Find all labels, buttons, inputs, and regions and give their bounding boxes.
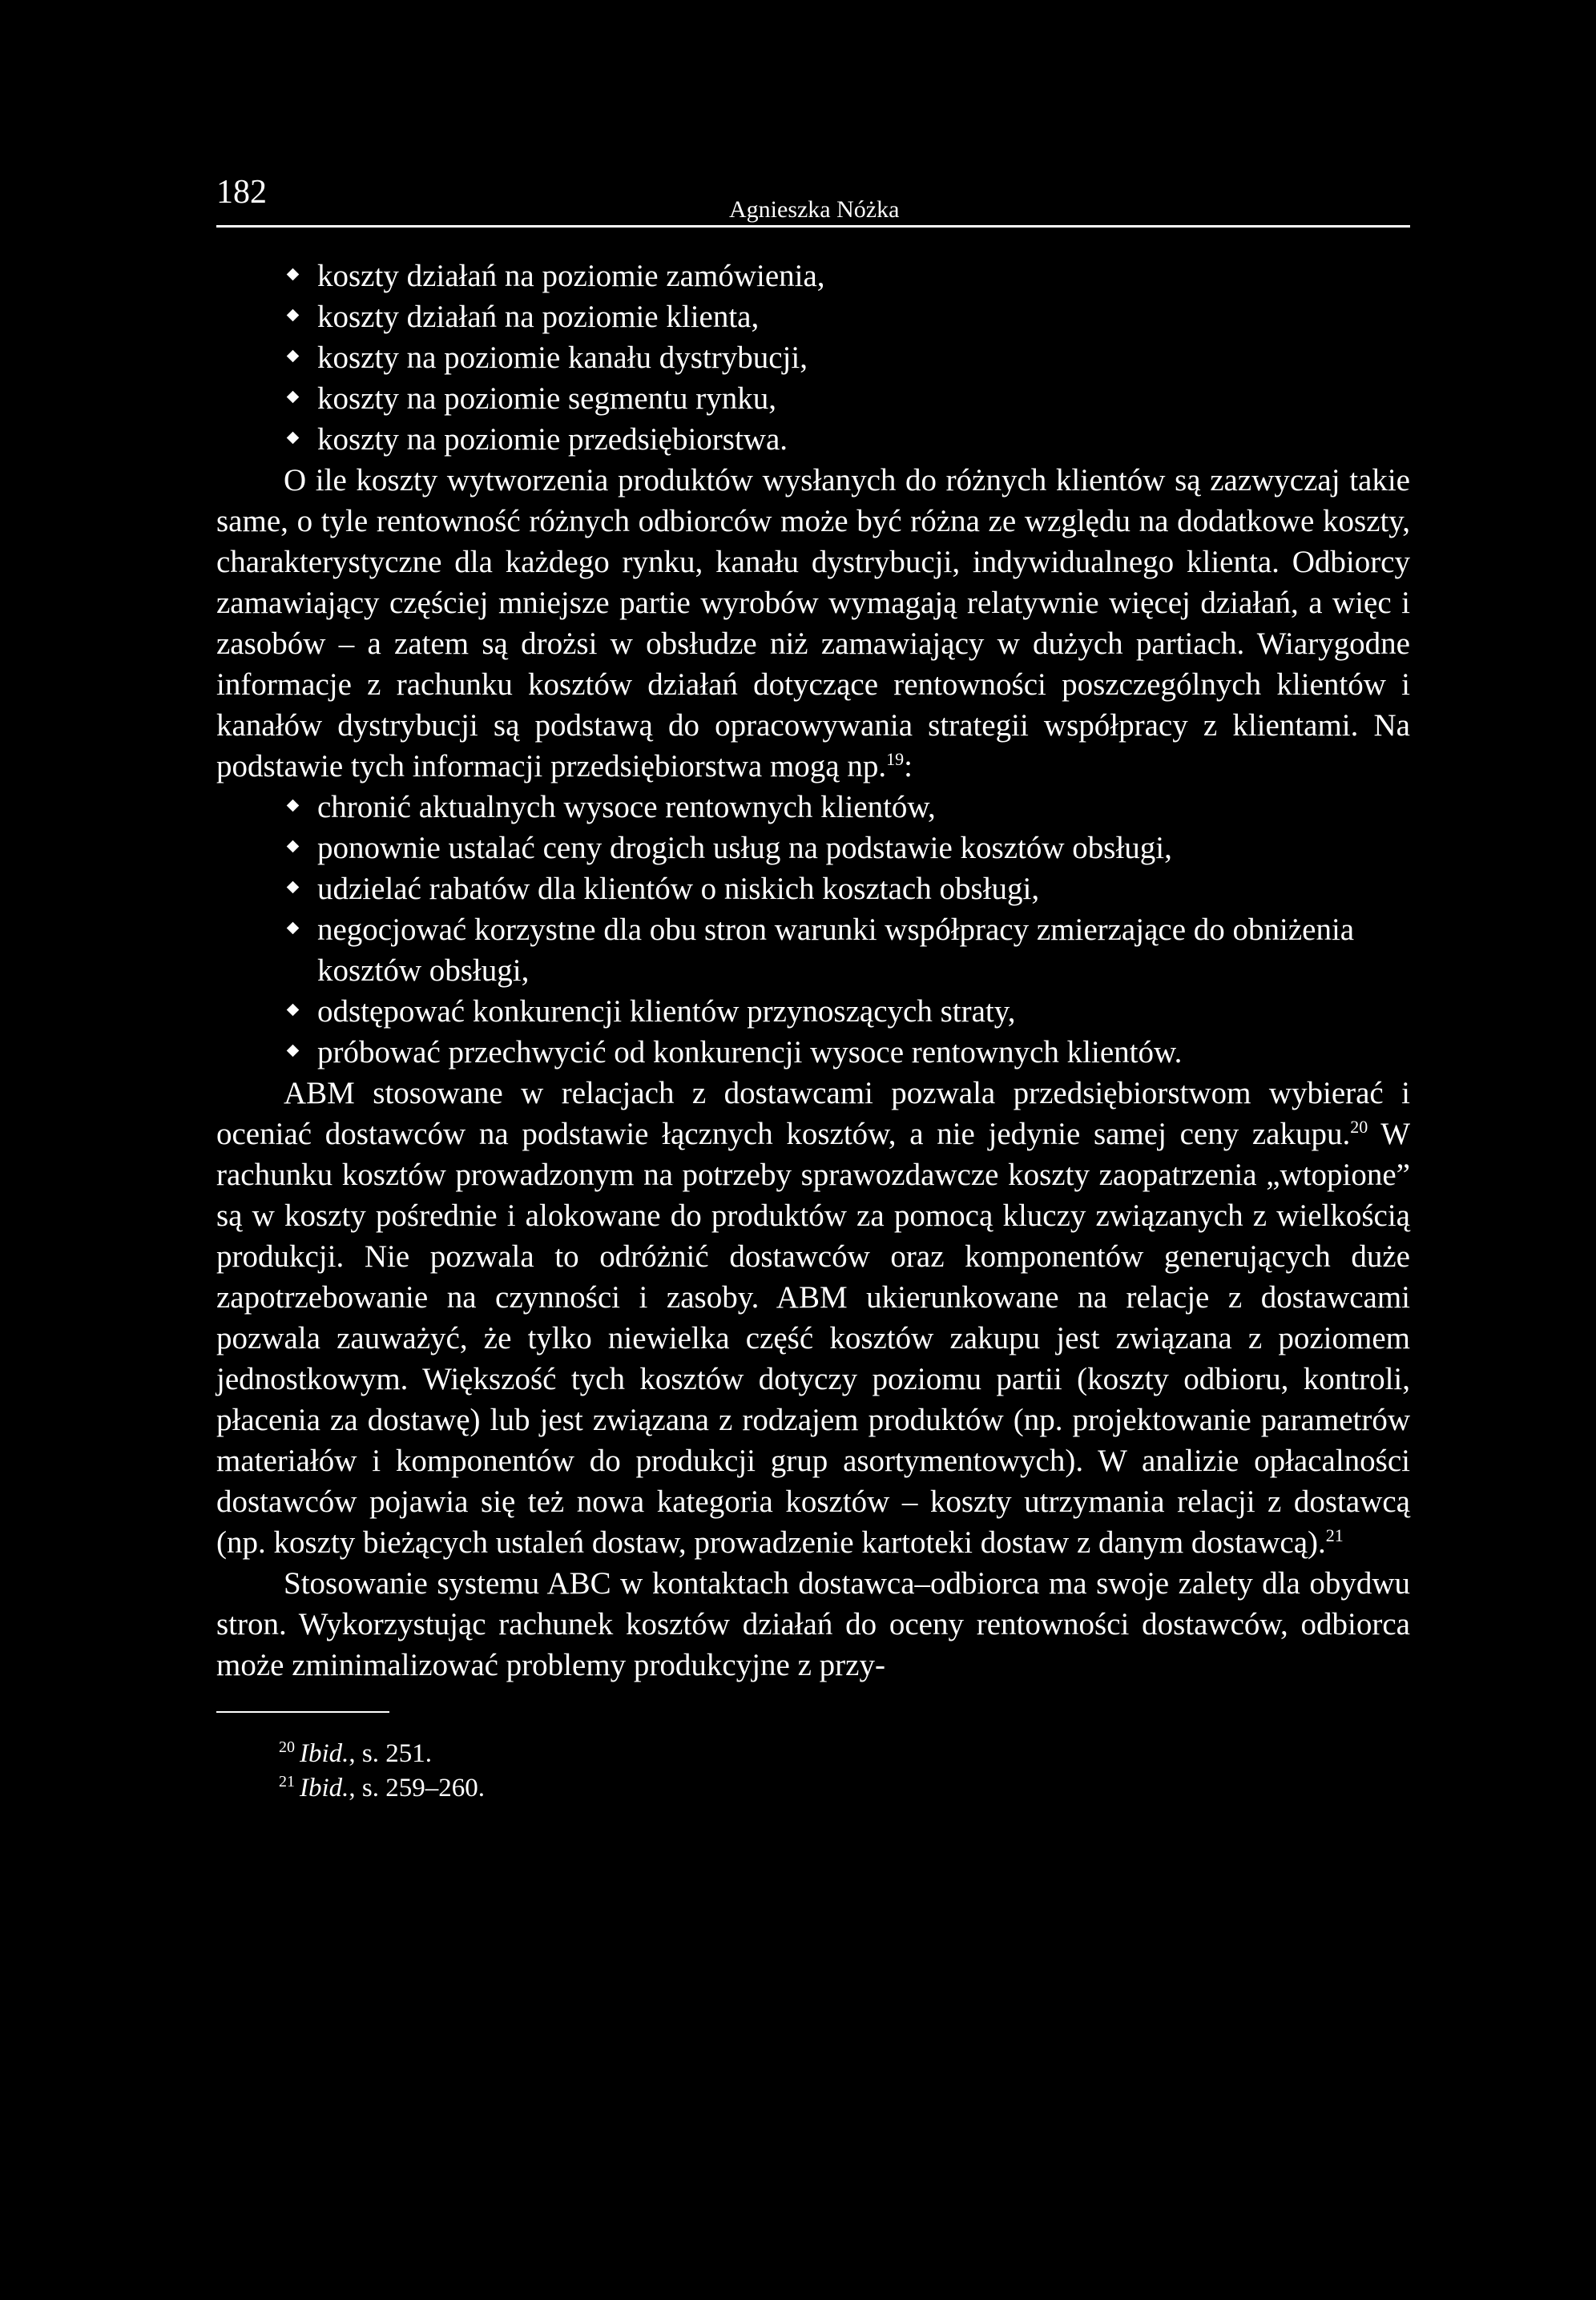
list-item: udzielać rabatów dla klientów o niskich kosztach obsługi,: [216, 868, 1410, 909]
page-header: [216, 172, 1410, 228]
list-item: chronić aktualnych wysoce rentownych klientów,: [216, 787, 1410, 828]
body-text: [216, 256, 1410, 1686]
footnotes: [216, 1737, 1410, 1806]
diamond-bullet-icon: [287, 840, 300, 853]
list-item: koszty na poziomie przedsiębiorstwa.: [216, 419, 1410, 460]
footnote-ref-19: 19: [886, 749, 905, 769]
list-item: ponownie ustalać ceny drogich usług na podstawie kosztów obsługi,: [216, 828, 1410, 868]
list-item: koszty na poziomie segmentu rynku,: [216, 378, 1410, 419]
bullet-list-strategies: [216, 787, 1410, 1073]
list-item: odstępować konkurencji klientów przynoszących straty,: [216, 991, 1410, 1032]
paragraph-customer-profitability: O ile koszty wytworzenia produktów wysłanych do różnych klientów są zazwyczaj takie same, o tyle rentowność różnych odbiorców może być różna ze względu na dodatkowe koszty, charakterystyczne dla każdego rynku, kanału dystrybucji, indywidualnego klienta. Odbiorcy zamawiający częściej mniejsze partie wyrobów wymagają relatywnie więcej działań, a więc i zasobów – a zatem są drożsi w obsłudze niż zamawiający w dużych partiach. Wiarygodne informacje z rachunku kosztów działań dotyczące rentowności poszczególnych klientów i kanałów dystrybucji są podstawą do opracowywania strategii współpracy z klientami. Na podstawie tych informacji przedsiębiorstwa mogą np.$^{19}$:: [216, 463, 1410, 783]
diamond-bullet-icon: [287, 432, 300, 445]
list-item: negocjować korzystne dla obu stron warunki współpracy zmierzające do obniżenia kosztów obsługi,: [216, 909, 1410, 991]
diamond-bullet-icon: [287, 268, 300, 281]
footnote-20: $^{20}$ Ibid., s. 251.: [279, 1738, 433, 1768]
diamond-bullet-icon: [287, 922, 300, 935]
footnote-ref-20: 20: [1350, 1117, 1368, 1137]
list-item: koszty na poziomie kanału dystrybucji,: [216, 337, 1410, 378]
document-page: [216, 172, 1410, 1806]
diamond-bullet-icon: [287, 800, 300, 812]
paragraph-abc-supplier-buyer: Stosowanie systemu ABC w kontaktach dostawca–odbiorca ma swoje zalety dla obydwu stron. Wykorzystując rachunek kosztów działań do oceny rentowności dostawców, odbiorca może zminimalizować problemy produkcyjne z przy-: [216, 1566, 1410, 1682]
page-number: 182: [216, 174, 267, 211]
bullet-list-cost-levels: [216, 256, 1410, 460]
diamond-bullet-icon: [287, 309, 300, 322]
diamond-bullet-icon: [287, 881, 300, 894]
list-item: próbować przechwycić od konkurencji wysoce rentownych klientów.: [216, 1032, 1410, 1073]
paragraph-abm-suppliers: ABM stosowane w relacjach z dostawcami pozwala przedsiębiorstwom wybierać i oceniać dostawców na podstawie łącznych kosztów, a nie jedynie samej ceny zakupu.$^{20}$ W rachunku kosztów prowadzonym na potrzeby sprawozdawcze koszty zaopatrzenia „wtopione” są w koszty pośrednie i alokowane do produktów za pomocą kluczy związanych z wielkością produkcji. Nie pozwala to odróżnić dostawców oraz komponentów generujących duże zapotrzebowanie na czynności i zasoby. ABM ukierunkowane na relacje z dostawcami pozwala zauważyć, że tylko niewielka część kosztów zakupu jest związana z poziomem jednostkowym. Większość tych kosztów dotyczy poziomu partii (koszty odbioru, kontroli, płacenia za dostawę) lub jest związana z rodzajem produktów (np. projektowanie parametrów materiałów i komponentów do produkcji grup asortymentowych). W analizie opłacalności dostawców pojawia się też nowa kategoria kosztów – koszty utrzymania relacji z dostawcą (np. koszty bieżących ustaleń dostaw, prowadzenie kartoteki dostaw z danym dostawcą).$^{21}$: [216, 1076, 1410, 1560]
footnote-21: $^{21}$ Ibid., s. 259–260.: [279, 1773, 486, 1803]
footnote-separator: [216, 1711, 389, 1713]
diamond-bullet-icon: [287, 391, 300, 404]
diamond-bullet-icon: [287, 1004, 300, 1017]
diamond-bullet-icon: [287, 1045, 300, 1057]
diamond-bullet-icon: [287, 350, 300, 363]
footnote-ref-21: 21: [1325, 1525, 1344, 1545]
running-head-author: Agnieszka Nóżka: [729, 196, 900, 223]
list-item: koszty działań na poziomie klienta,: [216, 296, 1410, 337]
list-item: koszty działań na poziomie zamówienia,: [216, 256, 1410, 296]
